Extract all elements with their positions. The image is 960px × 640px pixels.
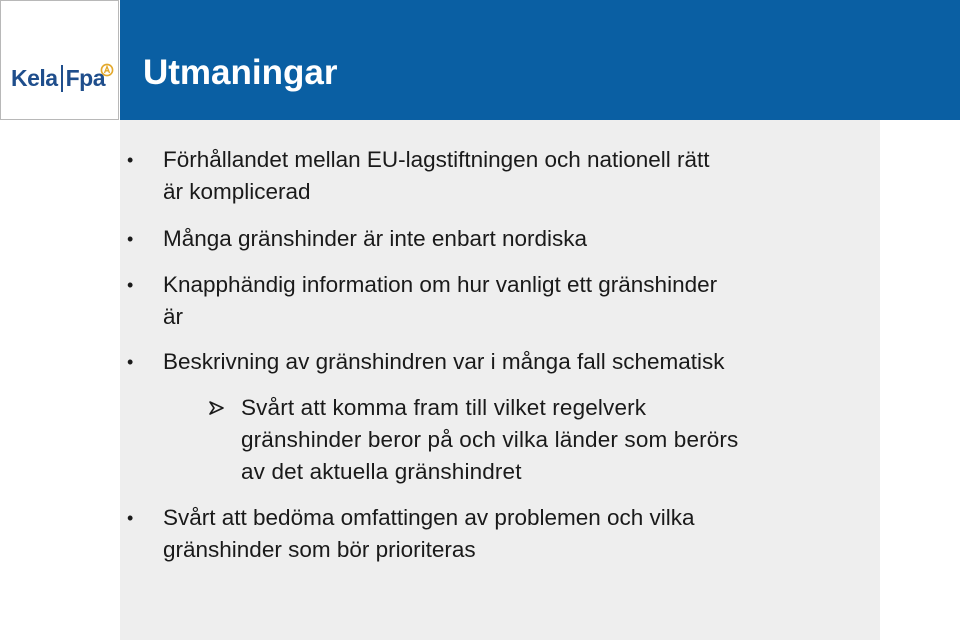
bullet-text: Många gränshinder är inte enbart nordiska — [163, 226, 588, 251]
bullet-text: Beskrivning av gränshindren var i många fall schematisk — [163, 349, 725, 374]
bullet-item-continuation — [163, 534, 476, 566]
sub-bullet-text: Svårt att komma fram till vilket regelverk — [241, 395, 647, 420]
logo-box — [0, 0, 119, 120]
arrow-bullet-icon — [208, 400, 226, 416]
bullet-item — [127, 223, 588, 255]
bullet-item — [127, 346, 725, 378]
sub-bullet-continuation — [241, 456, 522, 488]
bullet-item-continuation — [163, 301, 183, 333]
bullet-text: är — [163, 304, 184, 329]
bullet-text: gränshinder som bör prioriteras — [163, 537, 476, 562]
logo-text-right: Fpa — [65, 65, 105, 91]
kela-fpa-logo — [11, 67, 105, 92]
sub-bullet-text: gränshinder beror på och vilka länder som berörs — [241, 427, 739, 452]
bullet-item-continuation — [163, 176, 311, 208]
bullet-item — [127, 502, 695, 534]
bullet-dot-icon: • — [127, 150, 134, 170]
bullet-text: Förhållandet mellan EU-lagstiftningen och nationell rätt — [163, 147, 710, 172]
bullet-dot-icon: • — [127, 275, 134, 295]
bullet-text: Knapphändig information om hur vanligt ett gränshinder — [163, 272, 718, 297]
bullet-item — [127, 269, 718, 301]
bullet-text: Svårt att bedöma omfattingen av problemen och vilka — [163, 505, 695, 530]
logo-separator — [61, 65, 63, 92]
slide-title: Utmaningar — [143, 53, 338, 92]
bullet-text: är komplicerad — [163, 179, 311, 204]
bullet-dot-icon: • — [127, 229, 134, 249]
sub-bullet-continuation — [241, 424, 738, 456]
logo-text-left: Kela — [11, 65, 58, 91]
sub-bullet-item — [241, 392, 646, 424]
sub-bullet-text: av det aktuella gränshindret — [241, 459, 522, 484]
kela-fpa-logo-mark-icon — [100, 63, 114, 77]
bullet-dot-icon: • — [127, 352, 134, 372]
bullet-dot-icon: • — [127, 508, 134, 528]
bullet-item — [127, 144, 710, 176]
